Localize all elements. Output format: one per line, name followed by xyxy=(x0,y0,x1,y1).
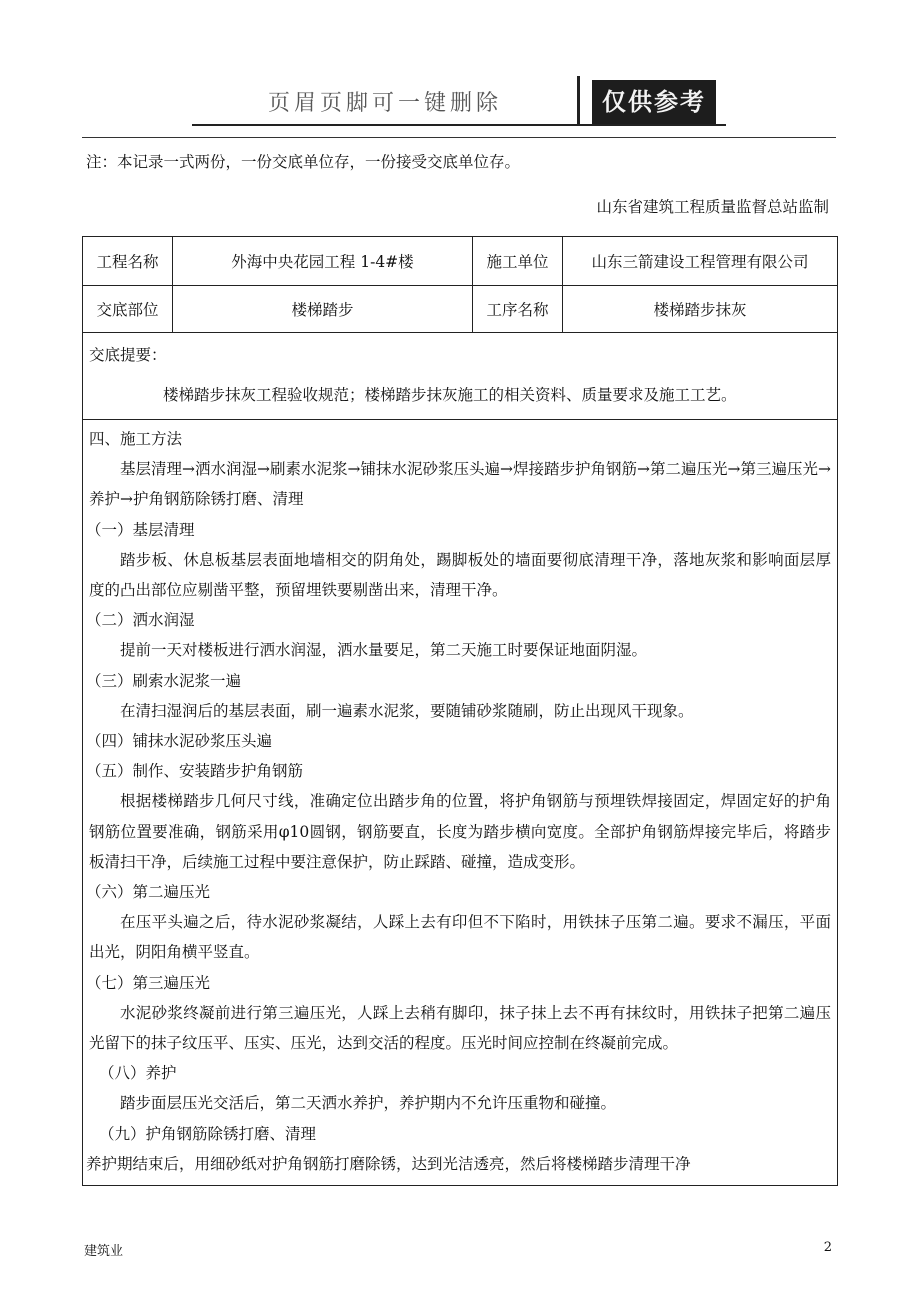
method-title: 四、施工方法 xyxy=(89,430,183,448)
step-9-text: 养护期结束后，用细砂纸对护角钢筋打磨除锈，达到光洁透亮，然后将楼梯踏步清理干净 xyxy=(86,1154,691,1173)
step-2-title: （二）洒水润湿 xyxy=(86,611,195,630)
step-9-title: （九）护角钢筋除锈打磨、清理 xyxy=(99,1124,317,1143)
summary-section xyxy=(83,333,837,420)
reference-stamp: 仅供参考 xyxy=(592,80,716,124)
step-8-title: （八）养护 xyxy=(99,1064,177,1083)
process-value: 楼梯踏步抹灰 xyxy=(653,301,747,319)
part-label: 交底部位 xyxy=(83,286,173,332)
summary-label: 交底提要： xyxy=(89,346,167,364)
page-number: 2 xyxy=(823,1240,832,1255)
header-divider xyxy=(577,76,580,126)
contractor-value: 山东三箭建设工程管理有限公司 xyxy=(591,253,809,271)
step-5-text: 根据楼梯踏步几何尺寸线，准确定位出踏步角的位置，将护角钢筋与预埋铁焊接固定，焊固定好的护角钢筋位置要准确，钢筋采用φ10圆钢，钢筋要直，长度为踏步横向宽度。全部护角钢筋焊接完毕后，将踏步板清扫干净，后续施工过程中要注意保护，防止踩踏、碰撞，造成变形。 xyxy=(89,792,831,871)
step-7-title: （七）第三遍压光 xyxy=(86,973,211,992)
step-8-text: 踏步面层压光交活后，第二天洒水养护，养护期内不允许压重物和碰撞。 xyxy=(120,1094,617,1113)
info-row-1 xyxy=(83,237,837,286)
step-6-text: 在压平头遍之后，待水泥砂浆凝结，人踩上去有印但不下陷时，用铁抹子压第二遍。要求不漏压，平面出光，阴阳角横平竖直。 xyxy=(89,913,831,962)
step-7-text: 水泥砂浆终凝前进行第三遍压光，人踩上去稍有脚印，抹子抹上去不再有抹纹时，用铁抹子把第二遍压光留下的抹子纹压平、压实、压光，达到交活的程度。压光时间应控制在终凝前完成。 xyxy=(89,1003,831,1052)
info-row-2 xyxy=(83,286,837,333)
part-value: 楼梯踏步 xyxy=(173,286,473,332)
step-3-title: （三）刷索水泥浆一遍 xyxy=(86,671,242,690)
step-3-text: 在清扫湿润后的基层表面，刷一遍素水泥浆，要随铺砂浆随刷，防止出现风干现象。 xyxy=(120,701,694,720)
disclosure-record-table xyxy=(82,236,838,1186)
step-5-title: （五）制作、安装踏步护角钢筋 xyxy=(86,762,304,781)
supervising-organization: 山东省建筑工程质量监督总站监制 xyxy=(596,198,829,216)
header-rule xyxy=(192,124,726,126)
construction-method-section xyxy=(83,420,837,1185)
summary-text: 楼梯踏步抹灰工程验收规范；楼梯踏步抹灰施工的相关资料、质量要求及施工工艺。 xyxy=(163,386,737,404)
process-label: 工序名称 xyxy=(473,286,563,332)
header-underline xyxy=(82,137,836,138)
record-note: 注：本记录一式两份，一份交底单位存，一份接受交底单位存。 xyxy=(86,153,521,171)
header-title: 页眉页脚可一键删除 xyxy=(268,91,503,116)
step-2-text: 提前一天对楼板进行洒水润湿，洒水量要足，第二天施工时要保证地面阴湿。 xyxy=(120,641,648,660)
process-flow: 基层清理→洒水润湿→刷素水泥浆→铺抹水泥砂浆压头遍→焊接踏步护角钢筋→第二遍压光→第三遍压光→养护→护角钢筋除锈打磨、清理 xyxy=(89,460,831,509)
step-1-title: （一）基层清理 xyxy=(86,520,195,539)
step-1-text: 踏步板、休息板基层表面地墙相交的阴角处，踢脚板处的墙面要彻底清理干净，落地灰浆和影响面层厚度的凸出部位应剔凿平整，预留埋铁要剔凿出来，清理干净。 xyxy=(89,550,831,599)
contractor-label: 施工单位 xyxy=(473,237,563,285)
project-name-label: 工程名称 xyxy=(83,237,173,285)
project-name-value: 外海中央花园工程 1-4#楼 xyxy=(173,237,473,285)
step-6-title: （六）第二遍压光 xyxy=(86,882,211,901)
footer-category: 建筑业 xyxy=(84,1244,124,1259)
step-4-title: （四）铺抹水泥砂浆压头遍 xyxy=(86,731,273,750)
